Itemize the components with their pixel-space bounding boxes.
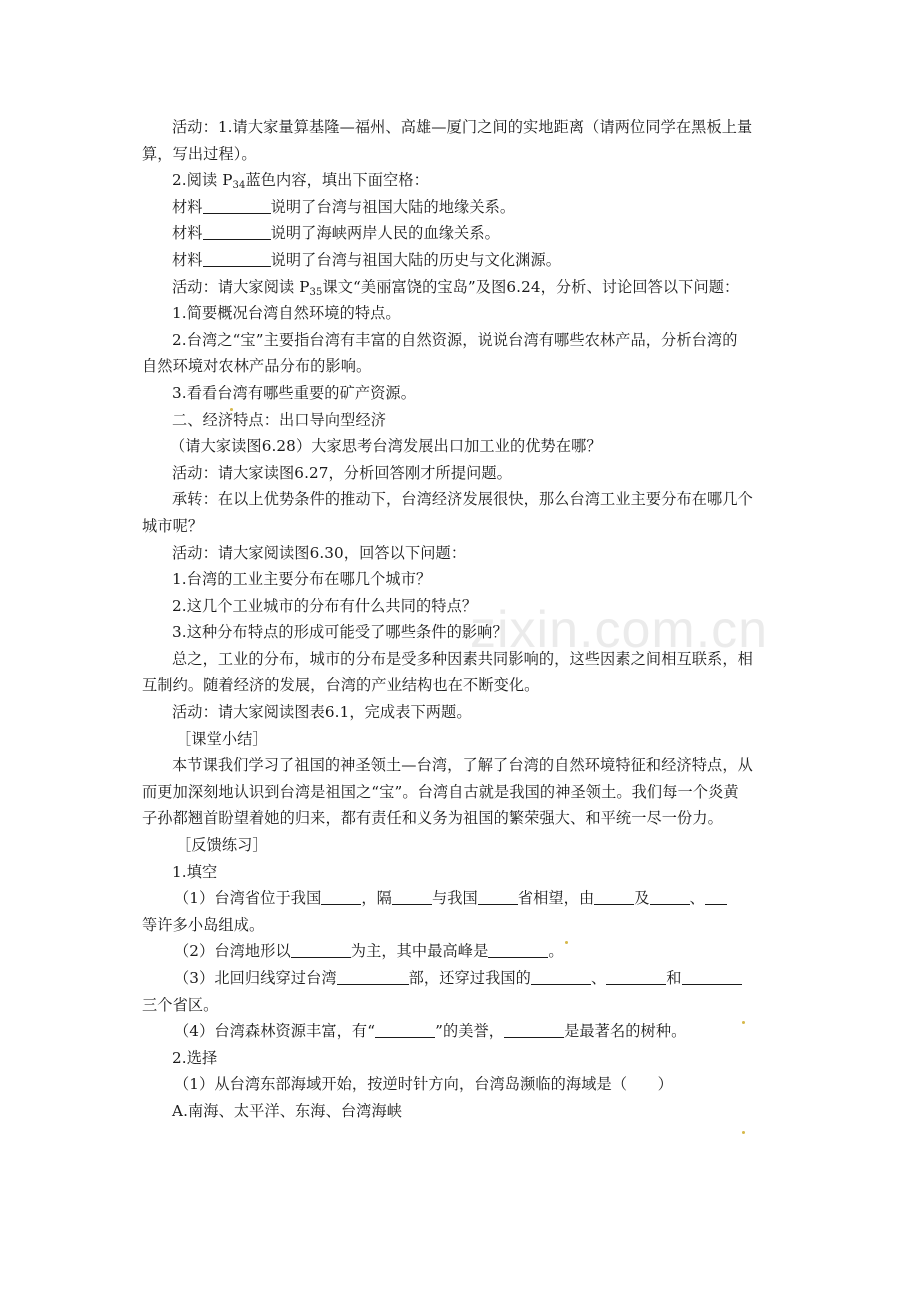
blank-material-3[interactable]: [203, 250, 271, 267]
read-figure-628: （请大家读图6.28）大家思考台湾发展出口加工业的优势在哪？: [170, 437, 602, 456]
industry-question-2: 2.这几个工业城市的分布有什么共同的特点？: [172, 596, 478, 615]
activity-read-line: 活动：请大家阅读 $P_{35}$课文“美丽富饶的宝岛”及图6.24，分析、讨论回答以下问题：: [172, 277, 740, 298]
blank-q2-b[interactable]: [488, 941, 548, 958]
speck-mark: [230, 408, 233, 411]
activity-measure-line: 活动：1.请大家量算基隆—福州、高雄—厦门之间的实地距离（请两位同学在黑板上量: [172, 118, 753, 136]
watermark: zixin.com.cn: [470, 601, 769, 659]
blank-q3-d[interactable]: [682, 968, 742, 985]
fill-question-4: （4）台湾森林资源丰富，有“ ”的美誉， 是最著名的树种。: [174, 1022, 687, 1041]
question-1: 1.简要概况台湾自然环境的特点。: [172, 304, 401, 323]
question-2: 2.台湾之“宝”主要指台湾有丰富的自然资源，说说台湾有哪些农林产品，分析台湾的: [172, 330, 738, 349]
document-body: [142, 114, 784, 1125]
speck-mark: [742, 1021, 745, 1024]
activity-table-61: 活动：请大家阅读图表6.1，完成表下两题。: [172, 703, 472, 722]
blank-material-2[interactable]: [203, 223, 271, 240]
fill-question-3-cont: 三个省区。: [142, 995, 219, 1014]
speck-mark: [565, 941, 568, 944]
industry-question-1: 1.台湾的工业主要分布在哪几个城市？: [172, 570, 432, 589]
fill-question-2: （2）台湾地形以 为主，其中最高峰是 。: [174, 942, 564, 961]
blank-q1-e[interactable]: [650, 888, 690, 905]
activity-measure-line-cont: 算，写出过程）。: [142, 144, 257, 163]
class-summary-text-cont-2: 子孙都翘首盼望着她的归来，都有责任和义务为祖国的繁荣强大、和平统一尽一份力。: [142, 809, 723, 828]
material-line-2: 材料 说明了海峡两岸人民的血缘关系。: [172, 224, 500, 243]
blank-q1-f[interactable]: [705, 888, 727, 905]
blank-q4-b[interactable]: [504, 1021, 564, 1038]
feedback-heading: ［反馈练习］: [176, 836, 268, 855]
blank-q1-b[interactable]: [392, 888, 432, 905]
blank-q4-a[interactable]: [375, 1021, 435, 1038]
choice-option-a: A.南海、太平洋、东海、台湾海峡: [172, 1101, 403, 1120]
blank-q1-d[interactable]: [594, 888, 634, 905]
activity-figure-627: 活动：请大家读图6.27，分析回答刚才所提问题。: [172, 463, 512, 482]
blank-q3-a[interactable]: [337, 968, 409, 985]
fill-blank-heading: 1.填空: [172, 862, 218, 881]
summary-paragraph: 总之，工业的分布，城市的分布是受多种因素共同影响的，这些因素之间相互联系，相: [172, 649, 753, 668]
read-instruction: 2.阅读 $P_{34}$蓝色内容，填出下面空格：: [172, 171, 429, 192]
speck-mark: [742, 1131, 745, 1134]
blank-q3-b[interactable]: [531, 968, 591, 985]
section-economy-heading: 二、经济特点：出口导向型经济: [172, 410, 387, 429]
industry-question-3: 3.这种分布特点的形成可能受了哪些条件的影响？: [172, 623, 508, 642]
blank-material-1[interactable]: [203, 197, 271, 214]
material-line-3: 材料 说明了台湾与祖国大陆的历史与文化渊源。: [172, 250, 562, 269]
blank-q1-c[interactable]: [478, 888, 518, 905]
activity-figure-630: 活动：请大家阅读图6.30，回答以下问题：: [172, 543, 467, 562]
class-summary-text: 本节课我们学习了祖国的神圣领土—台湾，了解了台湾的自然环境特征和经济特点，从: [172, 756, 753, 775]
choice-question-1: （1）从台湾东部海域开始，按逆时针方向，台湾岛濒临的海域是（ ）: [174, 1075, 673, 1094]
question-3: 3.看看台湾有哪些重要的矿产资源。: [172, 383, 417, 402]
blank-q3-c[interactable]: [606, 968, 666, 985]
fill-question-1: （1）台湾省位于我国 ，隔 与我国 省相望，由 及 、: [174, 885, 784, 912]
transition-line: 承转：在以上优势条件的推动下，台湾经济发展很快，那么台湾工业主要分布在哪几个: [172, 490, 753, 509]
blank-q2-a[interactable]: [291, 941, 351, 958]
class-summary-text-cont-1: 而更加深刻地认识到台湾是祖国之“宝”。台湾自古就是我国的神圣领土。我们每一个炎黄: [142, 782, 739, 801]
fill-question-3: （3）北回归线穿过台湾 部，还穿过我国的 、 和: [174, 965, 784, 992]
blank-q1-a[interactable]: [321, 888, 361, 905]
question-2-cont: 自然环境对农林产品分布的影响。: [142, 357, 372, 376]
fill-question-1-cont: 等许多小岛组成。: [142, 915, 265, 934]
summary-paragraph-cont: 互制约。随着经济的发展，台湾的产业结构也在不断变化。: [142, 676, 540, 695]
choice-heading: 2.选择: [172, 1048, 218, 1067]
transition-line-cont: 城市呢？: [142, 516, 204, 535]
class-summary-heading: ［课堂小结］: [176, 729, 268, 748]
material-line-1: 材料 说明了台湾与祖国大陆的地缘关系。: [172, 197, 516, 216]
